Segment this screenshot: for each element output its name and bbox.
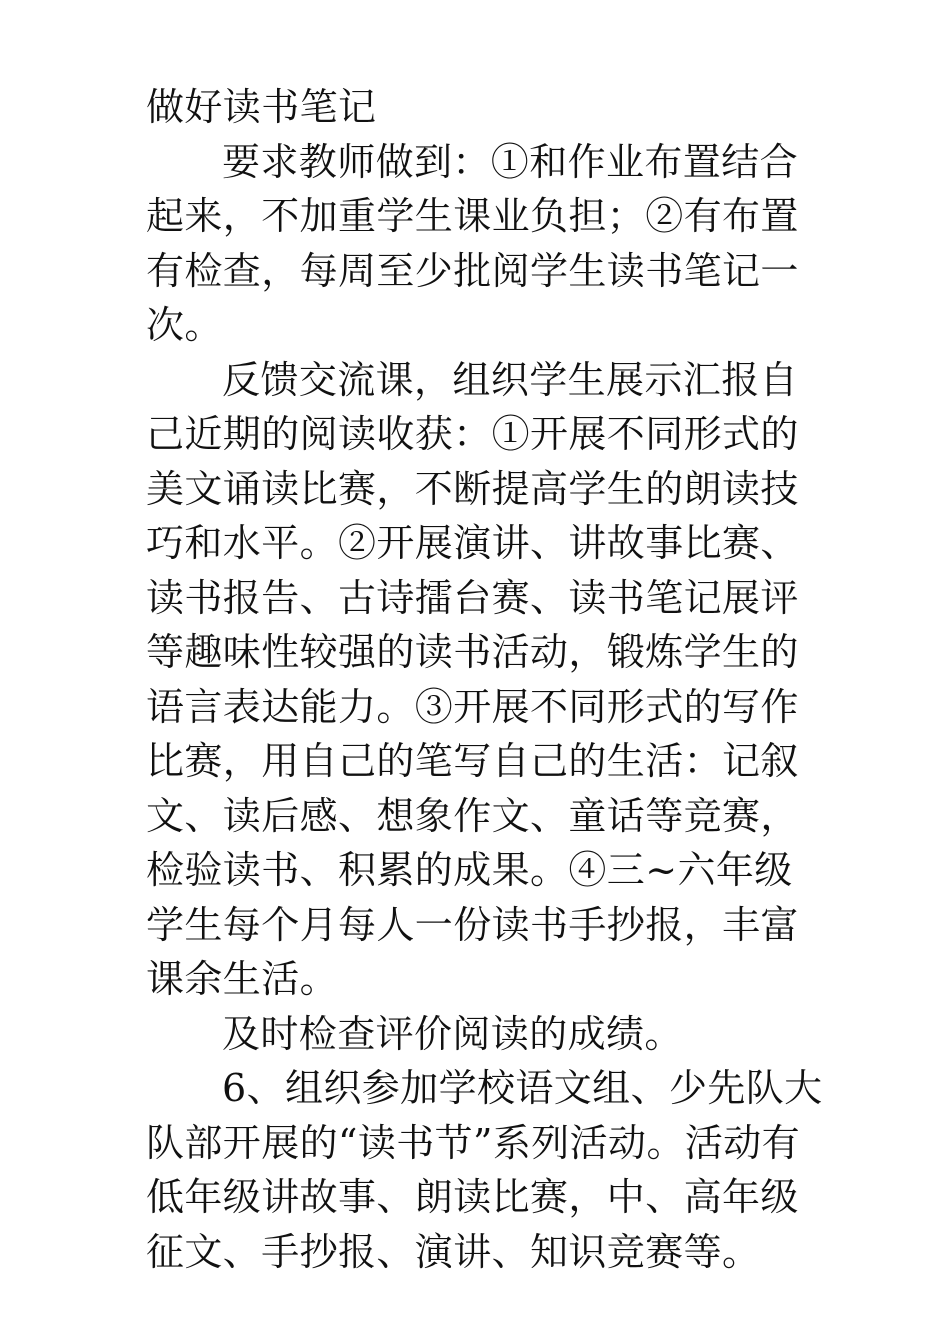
paragraph-feedback-class: 反馈交流课，组织学生展示汇报自己近期的阅读收获：①开展不同形式的美文诵读比赛，不断提高学生的朗读技巧和水平。②开展演讲、讲故事比赛、读书报告、古诗擂台赛、读书笔记展评等趣味性较强的读书活动，锻炼学生的语言表达能力。③开展不同形式的写作比赛，用自己的笔写自己的生活：记叙文、读后感、想象作文、童话等竞赛，检验读书、积累的成果。④三~六年级学生每个月每人一份读书手抄报，丰富课余生活。 — [146, 357, 799, 1001]
paragraph-heading: 做好读书笔记 — [146, 85, 377, 129]
paragraph-teacher-requirements: 要求教师做到：①和作业布置结合起来，不加重学生课业负担；②有布置有检查，每周至少批阅学生读书笔记一次。 — [146, 139, 799, 347]
document-body — [146, 80, 826, 1279]
paragraph-evaluation: 及时检查评价阅读的成绩。 — [222, 1011, 683, 1056]
paragraph-reading-festival: 6、组织参加学校语文组、少先队大队部开展的“读书节”系列活动。活动有低年级讲故事、朗读比赛，中、高年级征文、手抄报、演讲、知识竞赛等。 — [146, 1066, 823, 1274]
